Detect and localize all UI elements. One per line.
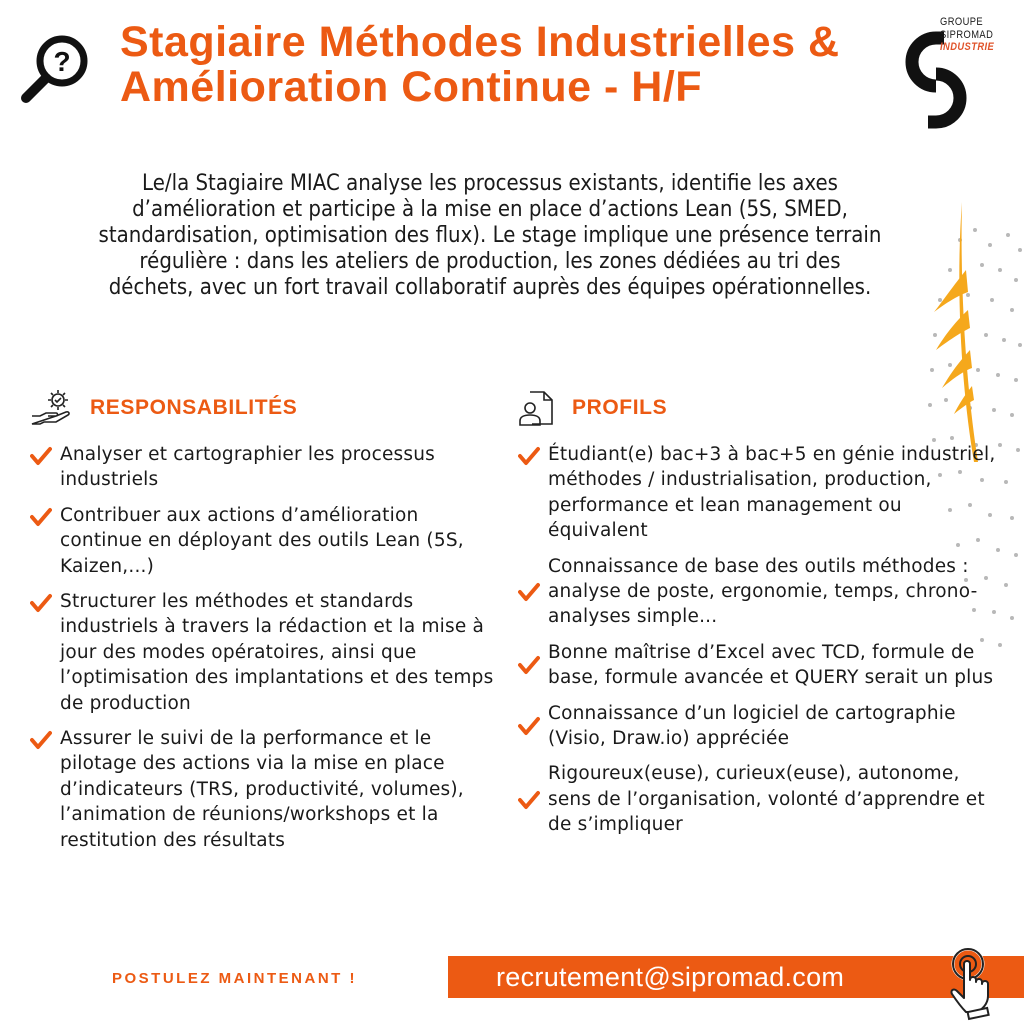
logo-text [940, 16, 994, 54]
checkmark-icon [30, 507, 52, 527]
responsabilite-item [30, 442, 500, 493]
responsabilites-title: RESPONSABILITÉS [90, 396, 298, 419]
profil-text: Connaissance de base des outils méthodes : analyse de poste, ergonomie, temps, chrono-analyses simple... [548, 555, 978, 628]
responsabilite-text: Structurer les méthodes et standards industriels à travers la rédaction et la mise à jour des modes opératoires, ainsi que l’optimisation des implantations et des temps de production [60, 591, 494, 714]
profil-item [518, 701, 998, 752]
profile-document-icon [518, 388, 558, 428]
responsabilite-text: Analyser et cartographier les processus industriels [60, 444, 435, 491]
intro-paragraph: Le/la Stagiaire MIAC analyse les processus existants, identifie les axes d’amélioration et participe à la mise en place d’actions Lean (5S, SMED, standardisation, optimisation des flux). Le stage implique une présence terrain régulière : dans les ateliers de production, les zones dédiées au tri des déchets, avec un fort travail collaboratif auprès des équipes opérationnelles. [98, 170, 882, 300]
checkmark-icon [518, 446, 540, 466]
profils-title: PROFILS [572, 396, 668, 419]
svg-text:?: ? [53, 46, 71, 77]
profil-item [518, 442, 998, 544]
checkmark-icon [518, 716, 540, 736]
email-bar[interactable] [448, 956, 1024, 998]
responsabilite-item [30, 589, 500, 716]
checkmark-icon [30, 593, 52, 613]
responsabilite-text: Assurer le suivi de la performance et le pilotage des actions via la mise en place d’indicateurs (TRS, productivité, volumes), l’animation de réunions/workshops et la restitution des résultats [60, 728, 464, 851]
checkmark-icon [518, 655, 540, 675]
search-question-icon [16, 28, 96, 108]
profil-text: Étudiant(e) bac+3 à bac+5 en génie industriel, méthodes / industrialisation, production, performance et lean management ou équivalent [548, 444, 996, 542]
checkmark-icon [518, 790, 540, 810]
logo-line-groupe: GROUPE [940, 16, 984, 28]
profil-text: Rigoureux(euse), curieux(euse), autonome, sens de l’organisation, volonté d’apprendre et de s’impliquer [548, 763, 985, 836]
email-link[interactable]: recrutement@sipromad.com [496, 962, 845, 992]
profil-item [518, 554, 998, 630]
checkmark-icon [30, 730, 52, 750]
profil-item [518, 640, 998, 691]
apply-now-label: POSTULEZ MAINTENANT ! [112, 970, 357, 987]
profil-item [518, 761, 998, 837]
responsabilite-item [30, 503, 500, 579]
responsabilites-section [30, 388, 500, 863]
company-logo [900, 12, 1010, 137]
checkmark-icon [518, 582, 540, 602]
responsabilite-text: Contribuer aux actions d’amélioration continue en déployant des outils Lean (5S, Kaizen,...) [60, 504, 464, 577]
logo-line-industrie: INDUSTRIE [940, 41, 995, 53]
hand-click-icon [944, 944, 1022, 1022]
profil-text: Bonne maîtrise d’Excel avec TCD, formule de base, formule avancée et QUERY serait un plus [548, 641, 994, 689]
page-title: Stagiaire Méthodes Industrielles & Amélioration Continue - H/F [120, 18, 840, 111]
responsabilite-item [30, 726, 500, 853]
checkmark-icon [30, 446, 52, 466]
profil-text: Connaissance d’un logiciel de cartographie (Visio, Draw.io) appréciée [548, 702, 956, 750]
hand-gear-icon [30, 388, 76, 428]
profils-section [518, 388, 998, 848]
logo-line-sipromad: SIPROMAD [940, 28, 994, 41]
